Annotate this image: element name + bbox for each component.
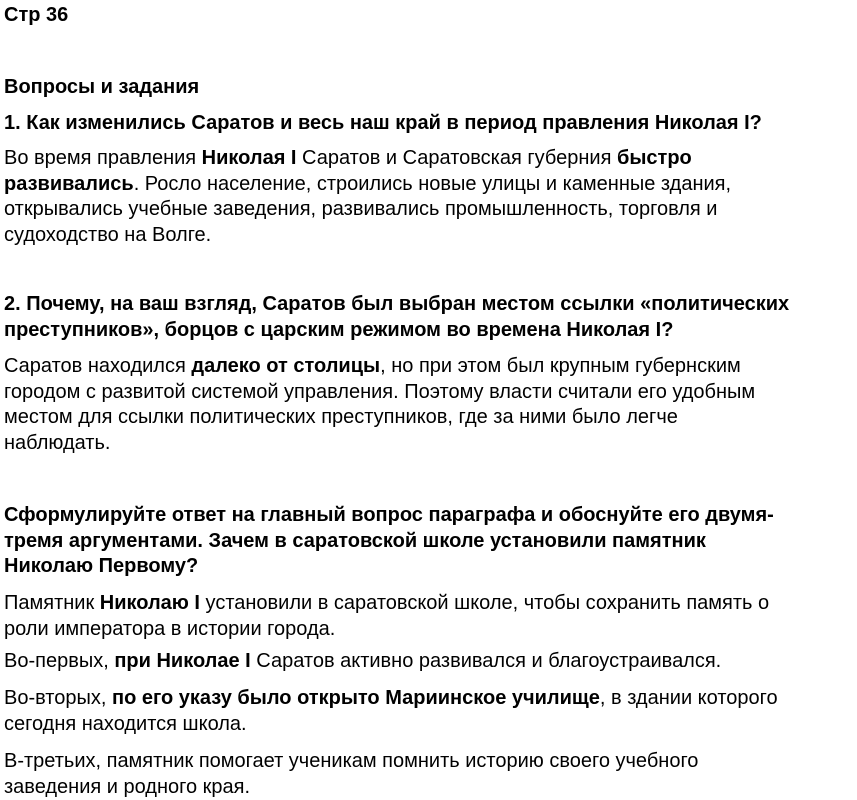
- text-fragment: Памятник: [4, 592, 100, 614]
- question-2: [4, 292, 789, 343]
- question-1-line: 1. Как изменились Саратов и весь наш край в период правления Николая I?: [4, 112, 762, 134]
- text-fragment: . Росло население, строились новые улицы и каменные здания,: [133, 172, 732, 195]
- answer-3-line-1: [4, 591, 769, 617]
- question-2-line-1: 2. Почему, на ваш взгляд, Саратов был выбран местом ссылки «политических: [4, 293, 790, 315]
- argument-2: [4, 686, 778, 737]
- text-fragment: Во время правления: [4, 147, 202, 169]
- text-fragment: , в здании которого: [599, 687, 778, 709]
- question-3-line-1: Сформулируйте ответ на главный вопрос параграфа и обоснуйте его двумя-: [4, 504, 774, 526]
- answer-1-line-2: [4, 172, 731, 198]
- answer-2-line-4: наблюдать.: [4, 431, 111, 454]
- emphasis-text: быстро: [616, 147, 692, 169]
- argument-3-line-2: заведения и родного края.: [4, 775, 251, 798]
- emphasis-text: Николаю I: [99, 592, 200, 614]
- answer-2-line-2: городом с развитой системой управления. Поэтому власти считали его удобным: [4, 380, 756, 403]
- question-2-line-2: преступников», борцов с царским режимом во времена Николая I?: [4, 318, 674, 341]
- question-3: [4, 503, 774, 580]
- page-number: Стр 36: [4, 4, 69, 26]
- question-1: [4, 111, 762, 137]
- text-fragment: Саратов находился: [4, 355, 192, 377]
- emphasis-text: далеко от столицы: [191, 355, 381, 377]
- answer-2-line-3: местом для ссылки политических преступников, где за ними было легче: [4, 406, 678, 428]
- argument-3: [4, 749, 698, 800]
- answer-3-line-2: роли императора в истории города.: [4, 617, 336, 640]
- answer-2: [4, 354, 755, 456]
- emphasis-text: развивались: [4, 172, 134, 195]
- text-fragment: установили в саратовской школе, чтобы сохранить память о: [200, 592, 770, 614]
- argument-2-line-1: [4, 686, 778, 712]
- emphasis-text: при Николае I: [114, 650, 251, 672]
- answer-1-line-4: судоходство на Волге.: [4, 223, 212, 246]
- answer-3-intro: [4, 591, 769, 642]
- question-3-line-2: тремя аргументами. Зачем в саратовской школе установили памятник: [4, 529, 706, 552]
- text-fragment: , но при этом был крупным губернским: [380, 355, 741, 377]
- text-fragment: Саратов и Саратовская губерния: [296, 147, 617, 169]
- answer-1-line-3: открывались учебные заведения, развивались промышленность, торговля и: [4, 198, 718, 220]
- argument-1-line-1: [4, 649, 721, 675]
- argument-1: [4, 649, 721, 675]
- text-fragment: Саратов активно развивался и благоустраивался.: [250, 650, 722, 672]
- section-title: Вопросы и задания: [4, 76, 200, 98]
- argument-2-line-2: сегодня находится школа.: [4, 712, 247, 735]
- answer-1: [4, 146, 731, 248]
- answer-1-line-1: [4, 146, 731, 172]
- question-3-line-3: Николаю Первому?: [4, 555, 199, 577]
- text-fragment: Во-первых,: [4, 650, 115, 672]
- text-fragment: Во-вторых,: [4, 687, 112, 709]
- answer-2-line-1: [4, 354, 755, 380]
- argument-3-line-1: В-третьих, памятник помогает ученикам помнить историю своего учебного: [4, 750, 699, 772]
- emphasis-text: Николая I: [201, 147, 297, 169]
- emphasis-text: по его указу было открыто Мариинское училище: [111, 687, 600, 709]
